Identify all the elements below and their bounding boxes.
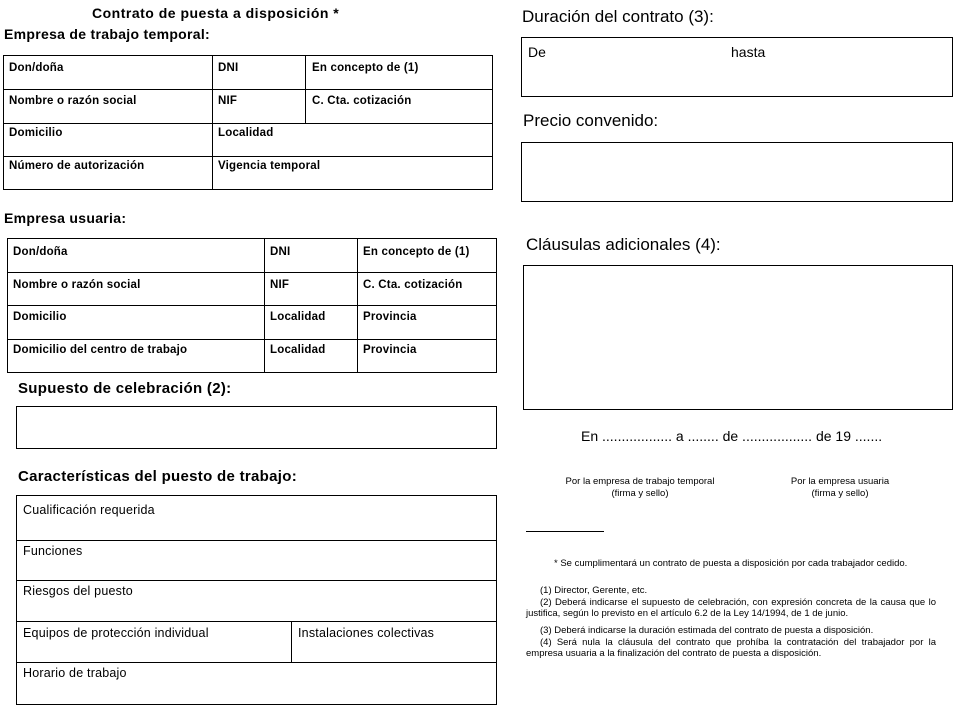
firma-ett: [540, 476, 740, 500]
precio-field[interactable]: [521, 142, 953, 202]
divider: [7, 305, 497, 306]
supuesto-field[interactable]: [16, 406, 497, 449]
firma-ett-line1: Por la empresa de trabajo temporal: [565, 476, 715, 487]
temp-domicilio-label: Domicilio: [9, 127, 63, 139]
footnote-4: (4) Será nula la cláusula del contrato que prohíba la contratación del trabajador por la empresa usuaria a la finalización del contrato de puesta a disposición.: [526, 637, 936, 660]
horario-label: Horario de trabajo: [23, 666, 127, 680]
divider: [3, 89, 493, 90]
clausulas-heading: Cláusulas adicionales (4):: [526, 235, 721, 254]
user-cta-label: C. Cta. cotización: [363, 279, 463, 291]
temp-en-concepto-label: En concepto de (1): [312, 62, 419, 74]
user-nif-label: NIF: [270, 279, 290, 291]
divider: [357, 238, 358, 373]
duracion-heading: Duración del contrato (3):: [522, 7, 714, 26]
supuesto-heading: Supuesto de celebración (2):: [18, 380, 232, 397]
user-dni-label: DNI: [270, 246, 291, 258]
temp-cta-label: C. Cta. cotización: [312, 95, 412, 107]
divider: [16, 662, 497, 663]
firma-usuaria: [760, 476, 920, 500]
cualificacion-label: Cualificación requerida: [23, 503, 155, 517]
funciones-label: Funciones: [23, 544, 83, 558]
user-don-dona-label: Don/doña: [13, 246, 68, 258]
temp-vigencia-label: Vigencia temporal: [218, 160, 321, 172]
divider: [16, 621, 497, 622]
user-domicilio-centro-label: Domicilio del centro de trabajo: [13, 344, 188, 356]
instalaciones-label: Instalaciones colectivas: [298, 626, 435, 640]
user-provincia-label: Provincia: [363, 311, 417, 323]
divider: [16, 540, 497, 541]
divider: [291, 621, 292, 662]
footnote-1: (1) Director, Gerente, etc.: [540, 585, 648, 596]
user-domicilio-label: Domicilio: [13, 311, 67, 323]
divider: [7, 339, 497, 340]
puesto-heading: Características del puesto de trabajo:: [18, 468, 297, 485]
temp-localidad-label: Localidad: [218, 127, 274, 139]
firma-usuaria-line2: (firma y sello): [811, 488, 869, 499]
user-localidad-label: Localidad: [270, 311, 326, 323]
temp-don-dona-label: Don/doña: [9, 62, 64, 74]
divider: [7, 272, 497, 273]
firma-ett-line2: (firma y sello): [611, 488, 669, 499]
equipos-label: Equipos de protección individual: [23, 626, 209, 640]
divider: [3, 156, 493, 157]
temp-nif-label: NIF: [218, 95, 238, 107]
user-nombre-label: Nombre o razón social: [13, 279, 141, 291]
user-en-concepto-label: En concepto de (1): [363, 246, 470, 258]
duracion-de-label: De: [528, 44, 546, 60]
footnote-separator: [526, 531, 604, 532]
footnote-3: (3) Deberá indicarse la duración estimada del contrato de puesta a disposición.: [540, 625, 874, 636]
temp-nombre-label: Nombre o razón social: [9, 95, 137, 107]
divider: [16, 580, 497, 581]
riesgos-label: Riesgos del puesto: [23, 584, 133, 598]
form-title: Contrato de puesta a disposición *: [92, 5, 340, 21]
divider: [212, 55, 213, 190]
fecha-line: En .................. a ........ de .................. de 19 .......: [581, 428, 883, 444]
user-localidad2-label: Localidad: [270, 344, 326, 356]
footnote-star: * Se cumplimentará un contrato de puesta a disposición por cada trabajador cedido.: [554, 558, 908, 569]
clausulas-field[interactable]: [523, 265, 953, 410]
divider: [305, 55, 306, 123]
user-provincia2-label: Provincia: [363, 344, 417, 356]
precio-heading: Precio convenido:: [523, 111, 659, 130]
divider: [3, 123, 493, 124]
divider: [264, 238, 265, 373]
footnote-2: (2) Deberá indicarse el supuesto de celebración, con expresión concreta de la causa que lo justifica, según lo previsto en el artículo 6.2 de la Ley 14/1994, de 1 de junio.: [526, 597, 936, 620]
temp-dni-label: DNI: [218, 62, 239, 74]
duracion-hasta-label: hasta: [731, 44, 766, 60]
temp-company-heading: Empresa de trabajo temporal:: [4, 26, 211, 42]
user-company-heading: Empresa usuaria:: [4, 210, 127, 226]
temp-numero-label: Número de autorización: [9, 160, 145, 172]
firma-usuaria-line1: Por la empresa usuaria: [790, 476, 890, 487]
